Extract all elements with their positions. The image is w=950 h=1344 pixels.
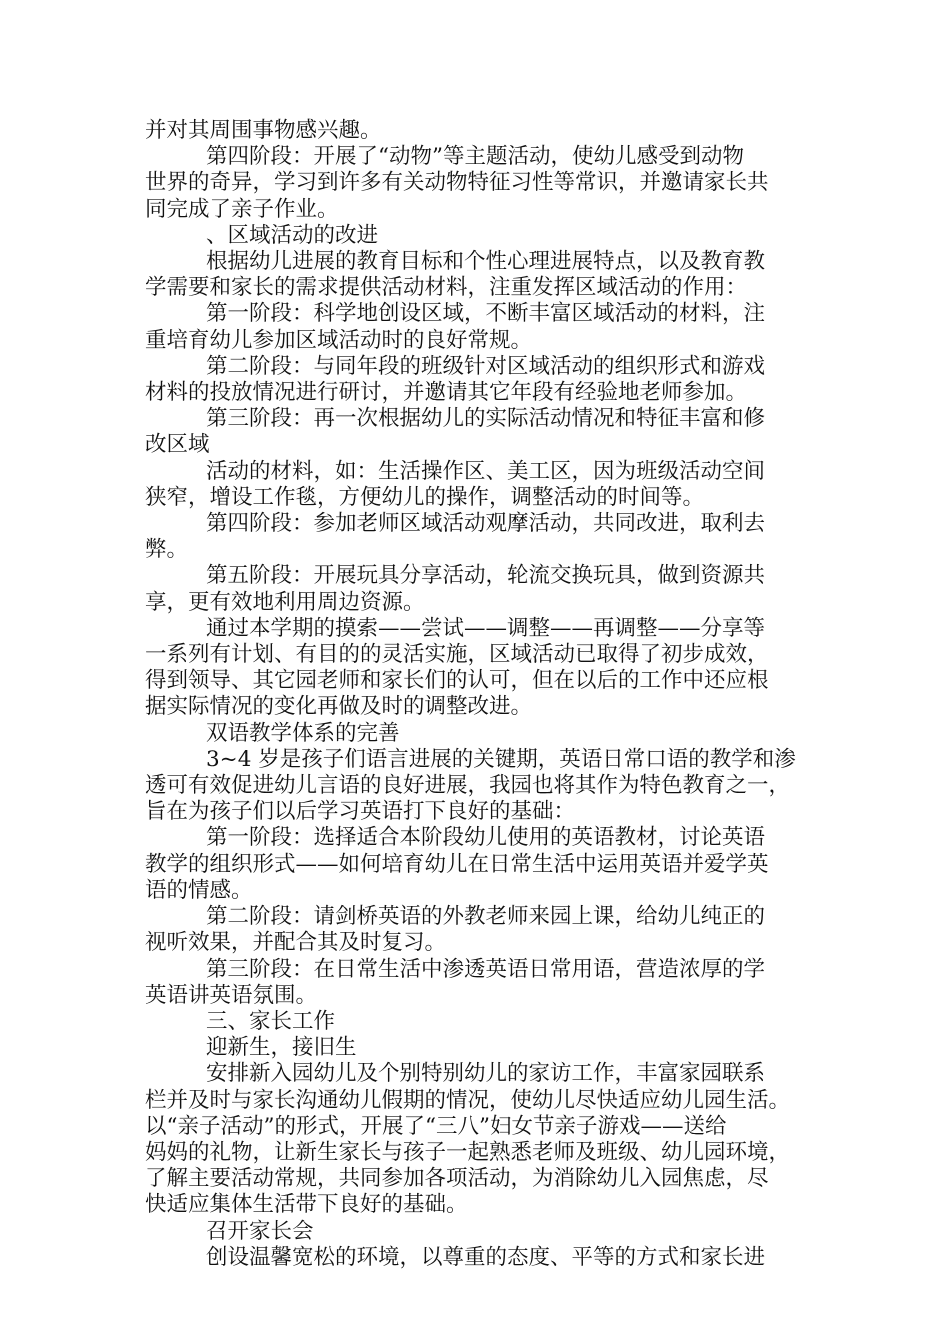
text-line: 根据幼儿进展的教育目标和个性心理进展特点，以及教育教: [206, 249, 766, 275]
text-line: 重培育幼儿参加区域活动时的良好常规。: [145, 327, 533, 353]
text-line: 、区域活动的改进: [206, 222, 379, 248]
text-line: 活动的材料，如：生活操作区、美工区，因为班级活动空间: [206, 458, 766, 484]
text-line: 双语教学体系的完善: [206, 720, 400, 746]
text-line: 英语讲英语氛围。: [145, 982, 318, 1008]
text-line: 世界的奇异，学习到许多有关动物特征习性等常识，并邀请家长共: [145, 170, 769, 196]
text-line: 改区域: [145, 432, 210, 458]
text-line: 安排新入园幼儿及个别特别幼儿的家访工作，丰富家园联系: [206, 1061, 766, 1087]
text-line: 通过本学期的摸索——尝试——调整——再调整——分享等: [206, 615, 766, 641]
text-line: 3~4 岁是孩子们语言进展的关键期，英语日常口语的教学和渗: [206, 746, 796, 772]
text-line: 旨在为孩子们以后学习英语打下良好的基础：: [145, 799, 576, 825]
text-line: 享，更有效地利用周边资源。: [145, 589, 425, 615]
text-line: 据实际情况的变化再做及时的调整改进。: [145, 694, 533, 720]
text-line: 妈妈的礼物，让新生家长与孩子一起熟悉老师及班级、幼儿园环境，: [145, 1139, 791, 1165]
text-line: 创设温馨宽松的环境，以尊重的态度、平等的方式和家长进: [206, 1244, 766, 1270]
text-line: 快适应集体生活带下良好的基础。: [145, 1192, 468, 1218]
text-line: 以“亲子活动”的形式，开展了“三八”妇女节亲子游戏——送给: [145, 1113, 727, 1139]
text-line: 同完成了亲子作业。: [145, 196, 339, 222]
text-line: 材料的投放情况进行研讨，并邀请其它年段有经验地老师参加。: [145, 380, 748, 406]
text-line: 一系列有计划、有目的的灵活实施，区域活动已取得了初步成效，: [145, 642, 769, 668]
text-line: 得到领导、其它园老师和家长们的认可，但在以后的工作中还应根: [145, 668, 769, 694]
text-line: 第一阶段：科学地创设区域，不断丰富区域活动的材料，注: [206, 301, 766, 327]
text-line: 语的情感。: [145, 877, 253, 903]
text-line: 第四阶段：参加老师区域活动观摩活动，共同改进，取利去: [206, 511, 766, 537]
text-line: 透可有效促进幼儿言语的良好进展，我园也将其作为特色教育之一，: [145, 773, 791, 799]
text-line: 视听效果，并配合其及时复习。: [145, 930, 447, 956]
text-line: 第一阶段：选择适合本阶段幼儿使用的英语教材，讨论英语: [206, 825, 766, 851]
text-line: 三、家长工作: [206, 1008, 336, 1034]
text-line: 弊。: [145, 537, 189, 563]
text-line: 了解主要活动常规，共同参加各项活动，为消除幼儿入园焦虑，尽: [145, 1166, 769, 1192]
text-line: 迎新生，接旧生: [206, 1035, 357, 1061]
text-line: 召开家长会: [206, 1218, 314, 1244]
text-line: 第二阶段：请剑桥英语的外教老师来园上课，给幼儿纯正的: [206, 904, 766, 930]
text-line: 狭窄，增设工作毯，方便幼儿的操作，调整活动的时间等。: [145, 484, 705, 510]
text-line: 栏并及时与家长沟通幼儿假期的情况，使幼儿尽快适应幼儿园生活。: [145, 1087, 791, 1113]
text-line: 并对其周围事物感兴趣。: [145, 118, 382, 143]
text-line: 第五阶段：开展玩具分享活动，轮流交换玩具，做到资源共: [206, 563, 766, 589]
text-line: 学需要和家长的需求提供活动材料，注重发挥区域活动的作用：: [145, 275, 748, 301]
document-body: [145, 118, 815, 1271]
text-line: 第三阶段：在日常生活中渗透英语日常用语，营造浓厚的学: [206, 956, 766, 982]
text-line: 教学的组织形式——如何培育幼儿在日常生活中运用英语并爱学英: [145, 851, 769, 877]
text-line: 第三阶段：再一次根据幼儿的实际活动情况和特征丰富和修: [206, 406, 766, 432]
text-line: 第四阶段：开展了“动物”等主题活动，使幼儿感受到动物: [206, 144, 744, 170]
text-line: 第二阶段：与同年段的班级针对区域活动的组织形式和游戏: [206, 353, 766, 379]
